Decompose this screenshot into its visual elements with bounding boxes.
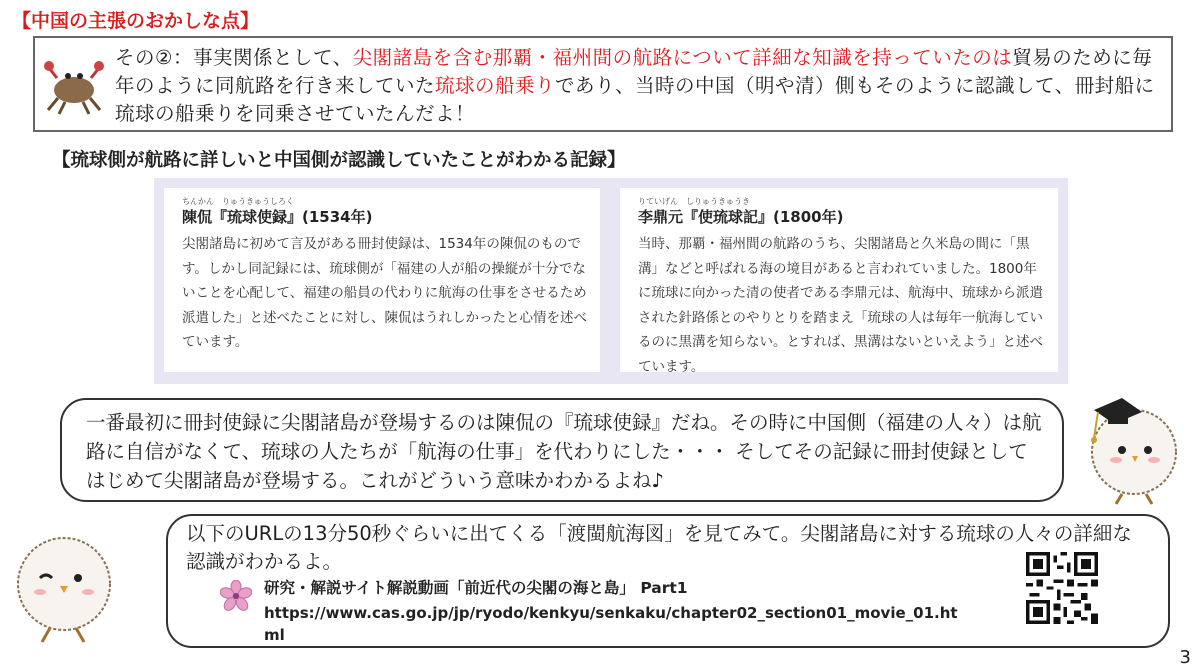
record-title-ruby: りていげん しりゅうきゅうき bbox=[638, 197, 750, 206]
speech-bubble-2-text: 以下のURLの13分50秒ぐらいに出てくる「渡閩航海図」を見てみて。尖閣諸島に対する琉球の人々の詳細な認識がわかるよ。 bbox=[186, 522, 1132, 573]
speech-bubble-1 bbox=[60, 398, 1064, 502]
flower-icon bbox=[220, 580, 252, 612]
point2-text bbox=[115, 44, 1161, 128]
records-panel bbox=[154, 178, 1068, 384]
point2-prefix: その②：事実関係として、 bbox=[115, 46, 353, 69]
record-body: 当時、那覇・福州間の航路のうち、尖閣諸島と久米島の間に「黒溝」などと呼ばれる海の境目があると言われていました。1800年に琉球に向かった清の使者である李鼎元は、航海中、琉球から派遣された針路係とのやりとりを踏まえ「琉球の人は毎年一航海しているのに黒溝を知らない。とすれば、黒溝はないといえよう」と述べています。 bbox=[638, 236, 1043, 375]
bird-wink-icon bbox=[4, 528, 122, 650]
point2-highlight-1: 尖閣諸島を含む那覇・福州間の航路について詳細な知識を持っていたのは bbox=[352, 46, 1013, 69]
bird-graduate-icon bbox=[1072, 390, 1192, 510]
record-title: 陳侃『琉球使録』(1534年) bbox=[182, 208, 373, 226]
video-link-url[interactable]: https://www.cas.go.jp/jp/ryodo/kenkyu/senkaku/chapter02_section01_movie_01.html bbox=[264, 604, 958, 644]
point2-mid: 貿易のために毎年のように同航路を行き来していた bbox=[115, 46, 1153, 97]
crab-icon bbox=[43, 48, 105, 118]
point2-highlight-2: 琉球の船乗り bbox=[435, 74, 556, 97]
page-number: 3 bbox=[1179, 647, 1191, 668]
records-heading: 【琉球側が航路に詳しいと中国側が認識していたことがわかる記録】 bbox=[52, 150, 626, 171]
speech-bubble-2 bbox=[166, 514, 1170, 648]
qr-code-icon[interactable] bbox=[1026, 552, 1098, 624]
video-link-title[interactable]: 研究・解説サイト解説動画「前近代の尖閣の海と島」 Part1 bbox=[264, 579, 688, 597]
record-card bbox=[620, 188, 1058, 375]
record-title-ruby: ちんかん りゅうきゅうしろく bbox=[182, 197, 294, 206]
page-heading: 【中国の主張のおかしな点】 bbox=[12, 10, 260, 32]
point2-box bbox=[33, 36, 1173, 132]
speech-bubble-1-text: 一番最初に冊封使録に尖閣諸島が登場するのは陳侃の『琉球使録』だね。その時に中国側（福建の人々）は航路に自信がなくて、琉球の人たちが「航海の仕事」を代わりにした・・・ そしてその記録に冊封使録としてはじめて尖閣諸島が登場する。これがどういう意味かわかるよね♪ bbox=[86, 411, 1042, 492]
record-body: 尖閣諸島に初めて言及がある冊封使録は、1534年の陳侃のものです。しかし同記録には、琉球側が「福建の人が船の操縦が十分でないことを心配して、福建の船員の代わりに航海の仕事をさせるため派遣した」と述べたことに対し、陳侃はうれしかったと心情を述べています。 bbox=[182, 236, 587, 350]
record-card bbox=[164, 188, 600, 372]
record-title: 李鼎元『使琉球記』(1800年) bbox=[638, 208, 844, 226]
point2-suffix: であり、当時の中国（明や清）側もそのように認識して、冊封船に琉球の船乗りを同乗させていたんだよ！ bbox=[115, 74, 1155, 125]
